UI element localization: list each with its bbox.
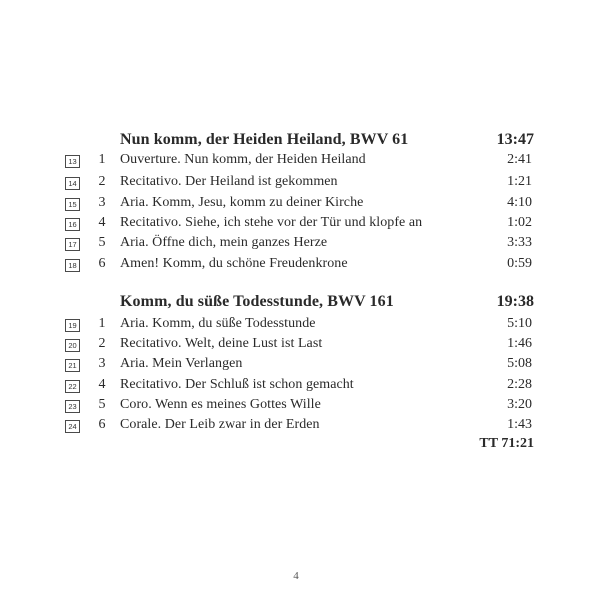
track-number-box: 13: [65, 155, 80, 168]
track-row: [0, 256, 592, 276]
track-row: [0, 316, 592, 336]
work-header: [0, 293, 592, 315]
movement-title: Aria. Mein Verlangen: [120, 356, 243, 371]
movement-time: 1:02: [507, 215, 532, 230]
track-row: [0, 215, 592, 235]
track-number-box: 23: [65, 400, 80, 413]
track-number-box: 20: [65, 339, 80, 352]
movement-title: Corale. Der Leib zwar in der Erden: [120, 417, 320, 432]
track-number-box: 16: [65, 218, 80, 231]
movement-title: Recitativo. Der Schluß ist schon gemacht: [120, 377, 354, 392]
track-number-box: 21: [65, 359, 80, 372]
track-row: [0, 195, 592, 215]
movement-title: Aria. Komm, Jesu, komm zu deiner Kirche: [120, 195, 364, 210]
track-number-box: 24: [65, 420, 80, 433]
track-row: [0, 235, 592, 255]
movement-number: 3: [98, 195, 106, 210]
track-row: [0, 377, 592, 397]
movement-time: 5:10: [507, 316, 532, 331]
movement-title: Amen! Komm, du schöne Freudenkrone: [120, 256, 348, 271]
movement-time: 2:28: [507, 377, 532, 392]
movement-title: Coro. Wenn es meines Gottes Wille: [120, 397, 321, 412]
movement-title: Recitativo. Siehe, ich stehe vor der Tür und klopfe an: [120, 215, 423, 230]
page-number: 4: [293, 570, 299, 582]
movement-number: 5: [98, 397, 106, 412]
movement-time: 1:43: [507, 417, 532, 432]
movement-number: 1: [98, 152, 106, 167]
movement-number: 5: [98, 235, 106, 250]
movement-number: 4: [98, 377, 106, 392]
track-number-box: 17: [65, 238, 80, 251]
track-number-box: 15: [65, 198, 80, 211]
movement-time: 1:46: [507, 336, 532, 351]
track-number-box: 19: [65, 319, 80, 332]
track-number-box: 22: [65, 380, 80, 393]
track-row: [0, 417, 592, 437]
movement-time: 1:21: [507, 174, 532, 189]
movement-number: 2: [98, 174, 106, 189]
movement-time: 2:41: [507, 152, 532, 167]
movement-time: 0:59: [507, 256, 532, 271]
movement-title: Ouverture. Nun komm, der Heiden Heiland: [120, 152, 366, 167]
track-row: [0, 356, 592, 376]
movement-number: 4: [98, 215, 106, 230]
movement-title: Aria. Komm, du süße Todesstunde: [120, 316, 316, 331]
track-row: [0, 152, 592, 172]
track-row: [0, 336, 592, 356]
work-duration: 13:47: [496, 131, 534, 148]
track-number-box: 18: [65, 259, 80, 272]
work-title: Komm, du süße Todesstunde, BWV 161: [120, 293, 394, 310]
movement-time: 3:33: [507, 235, 532, 250]
movement-title: Recitativo. Der Heiland ist gekommen: [120, 174, 338, 189]
track-row: [0, 397, 592, 417]
movement-number: 3: [98, 356, 106, 371]
work-title: Nun komm, der Heiden Heiland, BWV 61: [120, 131, 409, 148]
movement-title: Aria. Öffne dich, mein ganzes Herze: [120, 235, 328, 250]
track-row: [0, 174, 592, 194]
movement-number: 6: [98, 417, 106, 432]
work-duration: 19:38: [496, 293, 534, 310]
movement-time: 5:08: [507, 356, 532, 371]
movement-title: Recitativo. Welt, deine Lust ist Last: [120, 336, 323, 351]
movement-number: 2: [98, 336, 106, 351]
total-time: TT 71:21: [479, 436, 534, 451]
work-header: [0, 131, 592, 153]
movement-number: 1: [98, 316, 106, 331]
movement-time: 3:20: [507, 397, 532, 412]
track-number-box: 14: [65, 177, 80, 190]
movement-number: 6: [98, 256, 106, 271]
movement-time: 4:10: [507, 195, 532, 210]
